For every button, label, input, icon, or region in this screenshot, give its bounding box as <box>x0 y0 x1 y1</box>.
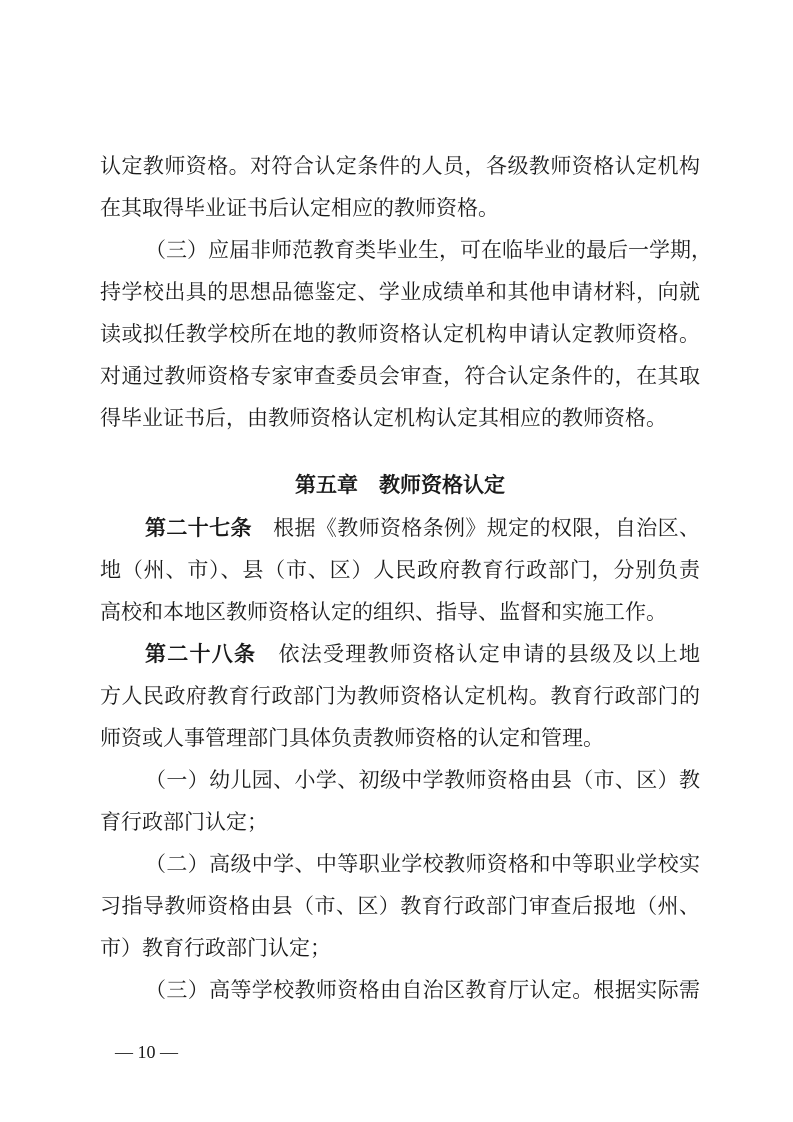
article-28-label: 第二十八条 <box>145 642 257 666</box>
list-item-line: （一）幼儿园、小学、初级中学教师资格由县（市、区）教 <box>145 768 700 792</box>
paragraph-line: 持学校出具的思想品德鉴定、学业成绩单和其他申请材料，向就 <box>100 280 700 304</box>
page-number: — 10 — <box>115 1042 178 1062</box>
article-27-first-line <box>145 514 700 542</box>
article-28-text: 依法受理教师资格认定申请的县级及以上地 <box>256 642 700 666</box>
chapter-title: 第五章 教师资格认定 <box>295 473 505 497</box>
paragraph-line: （三）应届非师范教育类毕业生，可在临毕业的最后一学期， <box>145 238 712 262</box>
paragraph-line: 对通过教师资格专家审查委员会审查，符合认定条件的，在其取 <box>100 364 700 388</box>
list-item-line: （三）高等学校教师资格由自治区教育厅认定。根据实际需 <box>145 978 700 1002</box>
list-item-line: 育行政部门认定； <box>100 810 268 834</box>
paragraph-line: 地（州、市）、县（市、区）人民政府教育行政部门，分别负责 <box>100 558 700 582</box>
paragraph-line: 在其取得毕业证书后认定相应的教师资格。 <box>100 196 499 220</box>
paragraph-line: 师资或人事管理部门具体负责教师资格的认定和管理。 <box>100 726 604 750</box>
article-27-label: 第二十七条 <box>145 516 252 540</box>
paragraph-line: 高校和本地区教师资格认定的组织、指导、监督和实施工作。 <box>100 600 667 624</box>
article-27-text: 根据《教师资格条例》规定的权限，自治区、 <box>251 516 701 540</box>
paragraph-line: 认定教师资格。对符合认定条件的人员，各级教师资格认定机构 <box>100 154 700 178</box>
paragraph-line: 读或拟任教学校所在地的教师资格认定机构申请认定教师资格。 <box>100 322 700 346</box>
list-item-line: 习指导教师资格由县（市、区）教育行政部门审查后报地（州、 <box>100 894 700 918</box>
list-item-line: 市）教育行政部门认定； <box>100 936 331 960</box>
article-28-first-line <box>145 640 700 668</box>
paragraph-line: 方人民政府教育行政部门为教师资格认定机构。教育行政部门的 <box>100 684 700 708</box>
list-item-line: （二）高级中学、中等职业学校教师资格和中等职业学校实 <box>145 852 700 876</box>
paragraph-line: 得毕业证书后，由教师资格认定机构认定其相应的教师资格。 <box>100 406 667 430</box>
